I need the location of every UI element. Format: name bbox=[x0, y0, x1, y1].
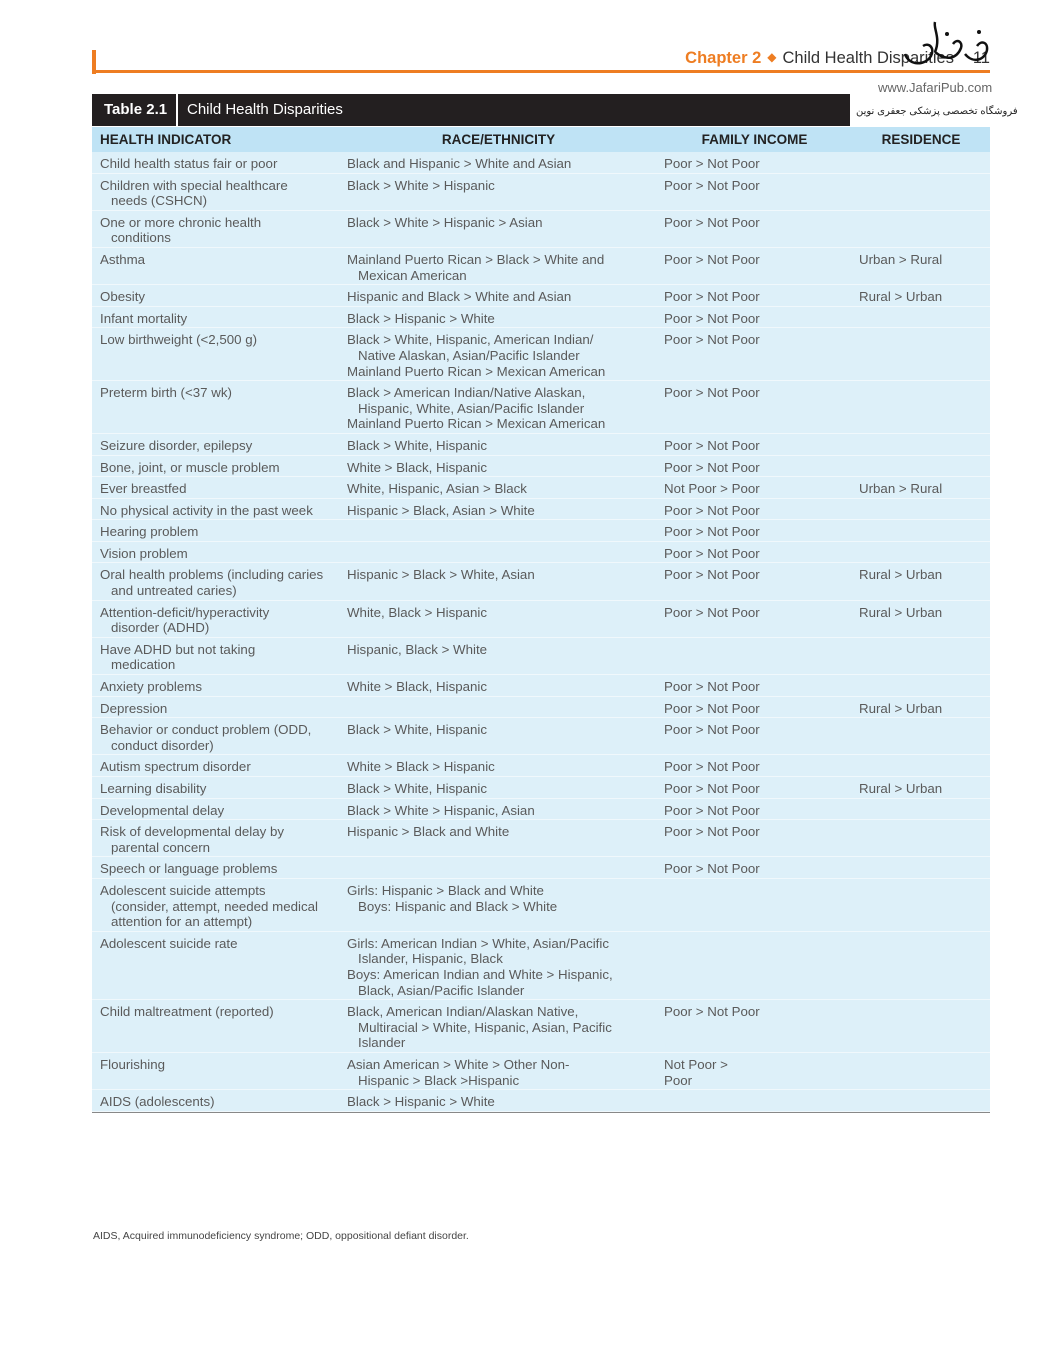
indicator-cell-line: needs (CSHCN) bbox=[111, 193, 208, 209]
race-cell-line: Boys: American Indian and White > Hispanic, bbox=[347, 966, 613, 982]
income-cell-line: Poor > Not Poor bbox=[664, 310, 760, 326]
race-cell bbox=[340, 1057, 657, 1088]
table-row bbox=[92, 285, 990, 307]
race-cell bbox=[340, 1004, 657, 1051]
indicator-cell-line: and untreated caries) bbox=[111, 583, 237, 599]
indicator-cell bbox=[92, 567, 340, 598]
indicator-cell-line: Speech or language problems bbox=[100, 861, 278, 877]
income-cell-line: Poor bbox=[664, 1072, 693, 1088]
table-row bbox=[92, 932, 990, 1000]
income-cell bbox=[657, 1004, 852, 1051]
race-cell bbox=[340, 178, 657, 209]
indicator-cell bbox=[92, 524, 340, 540]
income-cell bbox=[657, 481, 852, 497]
residence-cell bbox=[852, 252, 990, 283]
income-cell-line: Poor > Not Poor bbox=[664, 802, 760, 818]
race-cell-line: White, Hispanic, Asian > Black bbox=[347, 481, 527, 497]
table-row bbox=[92, 777, 990, 799]
indicator-cell bbox=[92, 824, 340, 855]
residence-cell bbox=[852, 1094, 990, 1110]
race-cell-line: Black > White, Hispanic, American Indian/ bbox=[347, 332, 594, 348]
income-cell bbox=[657, 883, 852, 930]
indicator-cell-line: Preterm birth (<37 wk) bbox=[100, 385, 232, 401]
indicator-cell-line: Children with special healthcare bbox=[100, 177, 288, 193]
table-body bbox=[92, 152, 990, 1112]
residence-cell bbox=[852, 642, 990, 673]
indicator-cell bbox=[92, 289, 340, 305]
race-cell bbox=[340, 289, 657, 305]
indicator-cell-line: parental concern bbox=[111, 839, 211, 855]
indicator-cell-line: Flourishing bbox=[100, 1056, 166, 1072]
income-cell-line: Poor > Not Poor bbox=[664, 824, 760, 840]
logo-icon bbox=[895, 18, 995, 70]
running-header bbox=[92, 48, 990, 74]
indicator-cell bbox=[92, 1094, 340, 1110]
table-row bbox=[92, 456, 990, 478]
race-cell-line: Black and Hispanic > White and Asian bbox=[347, 156, 572, 171]
indicator-cell bbox=[92, 438, 340, 454]
residence-cell bbox=[852, 481, 990, 497]
income-cell bbox=[657, 824, 852, 855]
race-cell-line: Black > Hispanic > White bbox=[347, 1094, 495, 1110]
indicator-cell-line: medication bbox=[111, 657, 176, 673]
income-cell bbox=[657, 178, 852, 209]
race-cell bbox=[340, 215, 657, 246]
column-header-race: RACE/ETHNICITY bbox=[441, 132, 556, 147]
income-cell bbox=[657, 332, 852, 379]
table-row bbox=[92, 211, 990, 248]
race-cell-line: Black, Asian/Pacific Islander bbox=[358, 982, 525, 998]
income-cell bbox=[657, 252, 852, 283]
table-row bbox=[92, 799, 990, 821]
indicator-cell-line: attention for an attempt) bbox=[111, 914, 253, 930]
race-cell bbox=[340, 722, 657, 753]
table-footnote: AIDS, Acquired immunodeficiency syndrome; ODD, oppositional defiant disorder. bbox=[93, 1230, 469, 1242]
page-number: 11 bbox=[972, 49, 990, 67]
table-row bbox=[92, 820, 990, 857]
indicator-cell bbox=[92, 759, 340, 775]
income-cell-line: Poor > Not Poor bbox=[664, 385, 760, 401]
disparities-table bbox=[92, 127, 990, 1113]
income-cell-line: Poor > Not Poor bbox=[664, 156, 760, 171]
income-cell bbox=[657, 215, 852, 246]
table-title: Child Health Disparities bbox=[187, 101, 343, 118]
race-cell bbox=[340, 252, 657, 283]
table-row bbox=[92, 174, 990, 211]
table-row bbox=[92, 1000, 990, 1053]
race-cell bbox=[340, 781, 657, 797]
race-cell-line: White > Black, Hispanic bbox=[347, 679, 488, 695]
table-row bbox=[92, 152, 990, 174]
race-cell bbox=[340, 824, 657, 855]
race-cell-line: Islander, Hispanic, Black bbox=[358, 951, 503, 967]
race-cell bbox=[340, 803, 657, 819]
residence-cell bbox=[852, 156, 990, 172]
indicator-cell-line: Learning disability bbox=[100, 781, 207, 796]
indicator-cell-line: Depression bbox=[100, 700, 168, 716]
residence-cell bbox=[852, 861, 990, 877]
income-cell bbox=[657, 861, 852, 877]
indicator-cell-line: Hearing problem bbox=[100, 524, 199, 540]
indicator-cell bbox=[92, 503, 340, 519]
race-cell bbox=[340, 503, 657, 519]
income-cell bbox=[657, 642, 852, 673]
race-cell bbox=[340, 332, 657, 379]
table-row bbox=[92, 381, 990, 434]
income-cell-line: Poor > Not Poor bbox=[664, 567, 760, 583]
residence-cell-line: Rural > Urban bbox=[859, 567, 943, 583]
table-row bbox=[92, 520, 990, 542]
indicator-cell-line: Low birthweight (<2,500 g) bbox=[100, 332, 258, 348]
income-cell bbox=[657, 759, 852, 775]
residence-cell bbox=[852, 605, 990, 636]
residence-cell-line: Urban > Rural bbox=[859, 251, 943, 267]
indicator-cell-line: AIDS (adolescents) bbox=[100, 1094, 215, 1110]
indicator-cell-line: One or more chronic health bbox=[100, 214, 262, 230]
table-row bbox=[92, 718, 990, 755]
residence-cell bbox=[852, 1057, 990, 1088]
race-cell-line: Mainland Puerto Rican > Black > White and bbox=[347, 251, 605, 267]
table-row bbox=[92, 328, 990, 381]
income-cell-line: Not Poor > Poor bbox=[664, 481, 760, 497]
race-cell bbox=[340, 642, 657, 673]
income-cell-line: Poor > Not Poor bbox=[664, 459, 760, 475]
header-rule bbox=[92, 70, 990, 73]
residence-cell bbox=[852, 332, 990, 379]
race-cell bbox=[340, 460, 657, 476]
residence-cell bbox=[852, 1004, 990, 1051]
indicator-cell-line: Behavior or conduct problem (ODD, bbox=[100, 722, 312, 738]
indicator-cell-line: Attention-deficit/hyperactivity bbox=[100, 604, 270, 620]
indicator-cell bbox=[92, 332, 340, 379]
indicator-cell bbox=[92, 156, 340, 172]
column-header-residence: RESIDENCE bbox=[881, 132, 961, 147]
indicator-cell-line: Child maltreatment (reported) bbox=[100, 1004, 274, 1020]
table-header bbox=[92, 127, 990, 152]
table-row bbox=[92, 1090, 990, 1112]
indicator-cell bbox=[92, 1057, 340, 1088]
indicator-cell-line: Child health status fair or poor bbox=[100, 156, 278, 171]
indicator-cell bbox=[92, 936, 340, 998]
income-cell bbox=[657, 936, 852, 998]
residence-cell bbox=[852, 524, 990, 540]
indicator-cell bbox=[92, 546, 340, 562]
race-cell-line: Black, American Indian/Alaskan Native, bbox=[347, 1004, 579, 1020]
residence-cell bbox=[852, 567, 990, 598]
indicator-cell-line: (consider, attempt, needed medical bbox=[111, 898, 318, 914]
income-cell-line: Not Poor > bbox=[664, 1056, 728, 1072]
indicator-cell-line: Bone, joint, or muscle problem bbox=[100, 459, 280, 475]
residence-cell bbox=[852, 438, 990, 454]
residence-cell bbox=[852, 701, 990, 717]
chapter-label: Chapter 2 bbox=[685, 49, 762, 67]
income-cell bbox=[657, 546, 852, 562]
income-cell-line: Poor > Not Poor bbox=[664, 289, 760, 305]
race-cell bbox=[340, 759, 657, 775]
race-cell bbox=[340, 679, 657, 695]
diamond-icon: ◆ bbox=[767, 50, 777, 64]
race-cell bbox=[340, 385, 657, 432]
table-row bbox=[92, 697, 990, 719]
race-cell-line: Black > White, Hispanic bbox=[347, 722, 488, 738]
residence-cell bbox=[852, 824, 990, 855]
race-cell bbox=[340, 701, 657, 717]
indicator-cell bbox=[92, 385, 340, 432]
website-url: www.JafariPub.com bbox=[878, 80, 993, 95]
income-cell bbox=[657, 679, 852, 695]
indicator-cell bbox=[92, 722, 340, 753]
income-cell bbox=[657, 567, 852, 598]
race-cell-line: Hispanic > Black and White bbox=[347, 824, 510, 840]
indicator-cell-line: Infant mortality bbox=[100, 310, 188, 326]
residence-cell bbox=[852, 759, 990, 775]
table-row bbox=[92, 477, 990, 499]
race-cell-line: Black > White, Hispanic bbox=[347, 437, 488, 453]
income-cell bbox=[657, 701, 852, 717]
indicator-cell bbox=[92, 642, 340, 673]
race-cell-line: Hispanic, Black > White bbox=[347, 641, 488, 657]
table-row bbox=[92, 755, 990, 777]
income-cell-line: Poor > Not Poor bbox=[664, 781, 760, 796]
income-cell-line: Poor > Not Poor bbox=[664, 679, 760, 695]
race-cell-line: Black > White > Hispanic bbox=[347, 177, 495, 193]
table-row bbox=[92, 542, 990, 564]
indicator-cell bbox=[92, 252, 340, 283]
income-cell bbox=[657, 722, 852, 753]
indicator-cell-line: Asthma bbox=[100, 251, 146, 267]
chapter-title: Child Health Disparities bbox=[782, 49, 954, 67]
indicator-cell bbox=[92, 460, 340, 476]
race-cell bbox=[340, 524, 657, 540]
income-cell-line: Poor > Not Poor bbox=[664, 437, 760, 453]
indicator-cell bbox=[92, 311, 340, 327]
indicator-cell bbox=[92, 781, 340, 797]
income-cell-line: Poor > Not Poor bbox=[664, 759, 760, 775]
residence-cell-line: Rural > Urban bbox=[859, 604, 943, 620]
residence-cell bbox=[852, 546, 990, 562]
income-cell-line: Poor > Not Poor bbox=[664, 1004, 760, 1020]
indicator-cell bbox=[92, 701, 340, 717]
store-name: فروشگاه تخصصی پزشکی جعفری نوین bbox=[856, 106, 1018, 117]
residence-cell-line: Rural > Urban bbox=[859, 289, 943, 305]
residence-cell-line: Rural > Urban bbox=[859, 781, 943, 796]
income-cell-line: Poor > Not Poor bbox=[664, 332, 760, 348]
income-cell bbox=[657, 289, 852, 305]
race-cell-line: Girls: Hispanic > Black and White bbox=[347, 882, 544, 898]
race-cell-line: Asian American > White > Other Non- bbox=[347, 1056, 570, 1072]
indicator-cell bbox=[92, 861, 340, 877]
residence-cell bbox=[852, 781, 990, 797]
race-cell bbox=[340, 156, 657, 172]
race-cell-line: Hispanic and Black > White and Asian bbox=[347, 289, 572, 305]
residence-cell-line: Urban > Rural bbox=[859, 481, 943, 497]
indicator-cell-line: Risk of developmental delay by bbox=[100, 824, 285, 840]
indicator-cell bbox=[92, 481, 340, 497]
race-cell bbox=[340, 311, 657, 327]
indicator-cell-line: Adolescent suicide attempts bbox=[100, 882, 266, 898]
race-cell-line: Black > White > Hispanic, Asian bbox=[347, 802, 535, 818]
table-row bbox=[92, 307, 990, 329]
residence-cell bbox=[852, 936, 990, 998]
indicator-cell bbox=[92, 178, 340, 209]
income-cell-line: Poor > Not Poor bbox=[664, 177, 760, 193]
income-cell bbox=[657, 438, 852, 454]
indicator-cell-line: Autism spectrum disorder bbox=[100, 759, 251, 775]
race-cell bbox=[340, 481, 657, 497]
table-row bbox=[92, 675, 990, 697]
residence-cell bbox=[852, 722, 990, 753]
residence-cell bbox=[852, 311, 990, 327]
race-cell bbox=[340, 567, 657, 598]
table-title-bar bbox=[92, 94, 850, 126]
race-cell-line: Hispanic > Black, Asian > White bbox=[347, 502, 535, 518]
table-row bbox=[92, 563, 990, 600]
race-cell bbox=[340, 438, 657, 454]
indicator-cell-line: Anxiety problems bbox=[100, 679, 202, 695]
income-cell-line: Poor > Not Poor bbox=[664, 861, 760, 877]
income-cell bbox=[657, 524, 852, 540]
income-cell bbox=[657, 605, 852, 636]
race-cell-line: White > Black, Hispanic bbox=[347, 459, 488, 475]
column-header-indicator: HEALTH INDICATOR bbox=[100, 132, 232, 147]
race-cell-line: Black > White, Hispanic bbox=[347, 781, 488, 796]
residence-cell bbox=[852, 883, 990, 930]
indicator-cell-line: Adolescent suicide rate bbox=[100, 935, 238, 951]
indicator-cell bbox=[92, 215, 340, 246]
indicator-cell-line: conditions bbox=[111, 230, 171, 246]
income-cell-line: Poor > Not Poor bbox=[664, 251, 760, 267]
income-cell-line: Poor > Not Poor bbox=[664, 700, 760, 716]
indicator-cell-line: conduct disorder) bbox=[111, 737, 214, 753]
race-cell-line: White > Black > Hispanic bbox=[347, 759, 495, 775]
table-row bbox=[92, 638, 990, 675]
table-row bbox=[92, 857, 990, 879]
income-cell bbox=[657, 1094, 852, 1110]
race-cell-line: Native Alaskan, Asian/Pacific Islander bbox=[358, 347, 580, 363]
table-row bbox=[92, 434, 990, 456]
income-cell-line: Poor > Not Poor bbox=[664, 545, 760, 561]
race-cell-line: Hispanic, White, Asian/Pacific Islander bbox=[358, 400, 585, 416]
residence-cell bbox=[852, 503, 990, 519]
residence-cell-line: Rural > Urban bbox=[859, 700, 943, 716]
indicator-cell bbox=[92, 803, 340, 819]
race-cell-line: Black > American Indian/Native Alaskan, bbox=[347, 385, 586, 401]
race-cell bbox=[340, 861, 657, 877]
table-row bbox=[92, 601, 990, 638]
income-cell bbox=[657, 156, 852, 172]
race-cell-line: Mainland Puerto Rican > Mexican American bbox=[347, 416, 606, 432]
indicator-cell bbox=[92, 679, 340, 695]
table-row bbox=[92, 1053, 990, 1090]
income-cell bbox=[657, 503, 852, 519]
race-cell-line: Hispanic > Black >Hispanic bbox=[358, 1072, 520, 1088]
indicator-cell bbox=[92, 883, 340, 930]
table-number: Table 2.1 bbox=[104, 101, 168, 118]
residence-cell bbox=[852, 289, 990, 305]
income-cell bbox=[657, 385, 852, 432]
income-cell-line: Poor > Not Poor bbox=[664, 604, 760, 620]
residence-cell bbox=[852, 679, 990, 695]
table-row bbox=[92, 879, 990, 932]
race-cell-line: Mexican American bbox=[358, 267, 467, 283]
indicator-cell-line: Ever breastfed bbox=[100, 481, 187, 497]
title-separator bbox=[176, 94, 178, 126]
race-cell bbox=[340, 546, 657, 562]
residence-cell bbox=[852, 178, 990, 209]
race-cell-line: White, Black > Hispanic bbox=[347, 604, 488, 620]
race-cell-line: Girls: American Indian > White, Asian/Pacific bbox=[347, 935, 609, 951]
income-cell-line: Poor > Not Poor bbox=[664, 524, 760, 540]
indicator-cell bbox=[92, 605, 340, 636]
race-cell bbox=[340, 883, 657, 930]
race-cell-line: Black > White > Hispanic > Asian bbox=[347, 214, 543, 230]
indicator-cell-line: Vision problem bbox=[100, 545, 188, 561]
indicator-cell-line: No physical activity in the past week bbox=[100, 502, 313, 518]
income-cell-line: Poor > Not Poor bbox=[664, 722, 760, 738]
indicator-cell-line: disorder (ADHD) bbox=[111, 620, 210, 636]
income-cell bbox=[657, 803, 852, 819]
column-header-income: FAMILY INCOME bbox=[701, 132, 808, 147]
indicator-cell bbox=[92, 1004, 340, 1051]
indicator-cell-line: Oral health problems (including caries bbox=[100, 567, 324, 583]
residence-cell bbox=[852, 385, 990, 432]
race-cell-line: Multiracial > White, Hispanic, Asian, Pacific bbox=[358, 1019, 612, 1035]
residence-cell bbox=[852, 215, 990, 246]
indicator-cell-line: Seizure disorder, epilepsy bbox=[100, 437, 253, 453]
income-cell bbox=[657, 1057, 852, 1088]
race-cell bbox=[340, 936, 657, 998]
race-cell-line: Boys: Hispanic and Black > White bbox=[358, 898, 558, 914]
income-cell bbox=[657, 311, 852, 327]
race-cell-line: Islander bbox=[358, 1035, 406, 1051]
indicator-cell-line: Developmental delay bbox=[100, 802, 225, 818]
income-cell bbox=[657, 781, 852, 797]
income-cell-line: Poor > Not Poor bbox=[664, 502, 760, 518]
table-row bbox=[92, 499, 990, 521]
income-cell-line: Poor > Not Poor bbox=[664, 214, 760, 230]
race-cell-line: Black > Hispanic > White bbox=[347, 310, 495, 326]
residence-cell bbox=[852, 803, 990, 819]
race-cell bbox=[340, 1094, 657, 1110]
indicator-cell-line: Have ADHD but not taking bbox=[100, 641, 256, 657]
table-row bbox=[92, 248, 990, 285]
indicator-cell-line: Obesity bbox=[100, 289, 146, 305]
race-cell-line: Mainland Puerto Rican > Mexican American bbox=[347, 363, 606, 379]
income-cell bbox=[657, 460, 852, 476]
race-cell bbox=[340, 605, 657, 636]
race-cell-line: Hispanic > Black > White, Asian bbox=[347, 567, 535, 583]
residence-cell bbox=[852, 460, 990, 476]
